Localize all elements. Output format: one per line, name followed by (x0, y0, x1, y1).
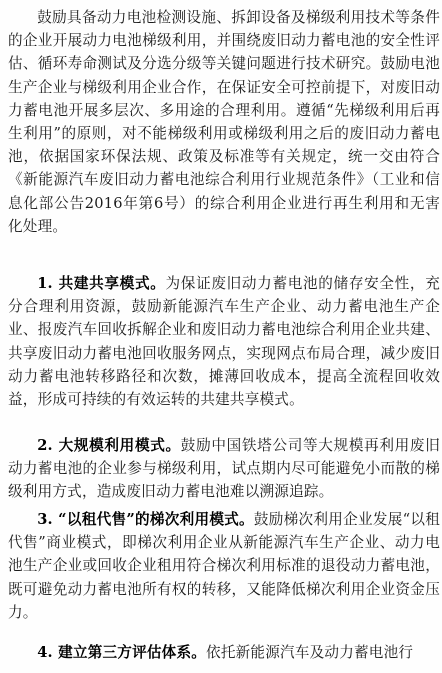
paragraph-third-party-assessment-text: 依托新能源汽车及动力蓄电池行 (206, 644, 414, 661)
paragraph-third-party-assessment (0, 641, 442, 664)
paragraph-large-scale-model-heading: 2. 大规模利用模式。 (37, 437, 181, 454)
paragraph-lease-model-heading: 3. “以租代售”的梯次利用模式。 (37, 511, 254, 528)
paragraph-large-scale-model (0, 434, 442, 504)
paragraph-shared-model-heading: 1. 共建共享模式。 (37, 275, 166, 292)
paragraph-large-scale-model-text: 鼓励中国铁塔公司等大规模再利用废旧动力蓄电池的企业参与梯级利用，试点期内尽可能避免小而散的梯级利用方式，造成废旧动力蓄电池难以溯源追踪。 (8, 437, 440, 501)
paragraph-intro-text: 鼓励具备动力电池检测设施、拆卸设备及梯级利用技术等条件的企业开展动力电池梯级利用，并围绕废旧动力蓄电池的安全性评估、循环寿命测试及分选分级等关键问题进行技术研究。鼓励电池生产企业与梯级利用企业合作，在保证安全可控前提下，对废旧动力蓄电池开展多层次、多用途的合理利用。遵循“先梯级利用后再生利用”的原则，对不能梯级利用或梯级利用之后的废旧动力蓄电池，依据国家环保法规、政策及标准等有关规定，统一交由符合《新能源汽车废旧动力蓄电池综合利用行业规范条件》（工业和信息化部公告2016年第6号）的综合利用企业进行再生利用和无害化处理。 (8, 9, 440, 235)
paragraph-shared-model (0, 272, 442, 411)
paragraph-intro (0, 6, 442, 238)
paragraph-shared-model-text: 为保证废旧动力蓄电池的储存安全性，充分合理利用资源，鼓励新能源汽车生产企业、动力蓄电池生产企业、报废汽车回收拆解企业和废旧动力蓄电池综合利用企业共建、共享废旧动力蓄电池回收服务网点，实现网点布局合理，减少废旧动力蓄电池转移路径和次数，摊薄回收成本，提高全流程回收效益，形成可持续的有效运转的共建共享模式。 (8, 275, 440, 409)
paragraph-lease-model (0, 508, 442, 624)
paragraph-lease-model-text: 鼓励梯次利用企业发展“以租代售”商业模式，即梯次利用企业从新能源汽车生产企业、动力电池生产企业或回收企业租用符合梯次利用标准的退役动力蓄电池，既可避免动力蓄电池所有权的转移，又能降低梯次利用企业资金压力。 (8, 511, 440, 621)
paragraph-third-party-assessment-heading: 4. 建立第三方评估体系。 (37, 644, 207, 661)
